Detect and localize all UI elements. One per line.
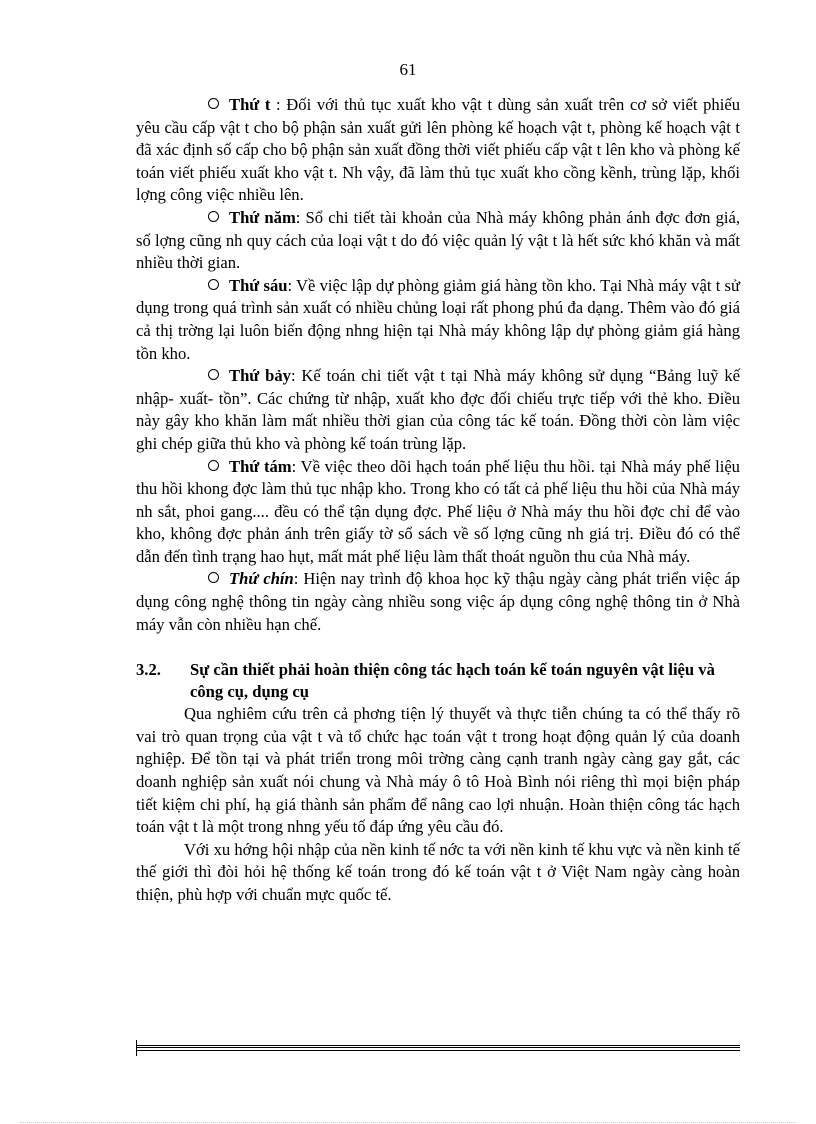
circle-bullet-icon <box>208 279 219 290</box>
weakness-label: Thứ tám <box>229 456 292 476</box>
page-number: 61 <box>399 60 417 79</box>
footer-rule <box>136 1045 740 1051</box>
weakness-text: : Về việc theo dõi hạch toán phế liệu thu hồi. tại Nhà máy phế liệu thu hồi khong đợc làm thủ tục nhập kho. Trong kho có tất cả phế liệu thu hồi của Nhà máy nh sắt, phoi gang.... đều có thể tận dụng đợc. Phế liệu ở Nhà máy thu hồi đợc chỉ để vào kho, không đợc phản ánh trên giấy tờ sổ sách về số lợng cũng nh giá trị. Điều đó có thể dẫn đến tình trạng hao hụt, mất mát phế liệu làm thất thoát nguồn thu của Nhà máy. <box>136 456 740 566</box>
weakness-paragraph <box>136 568 740 636</box>
weakness-text: : Về việc lập dự phòng giảm giá hàng tồn kho. Tại Nhà máy vật t sử dụng trong quá trình sản xuất có nhiều chủng loại rất phong phú đa dạng. Thêm vào đó giá cả thị trờng lại luôn biến động nhng hiện tại Nhà máy không lập dự phòng giảm giá hàng tồn kho. <box>136 275 740 363</box>
circle-bullet-icon <box>208 369 219 380</box>
weakness-label: Thứ bảy <box>229 366 291 386</box>
document-body <box>136 94 740 907</box>
weakness-label: Thứ năm <box>229 207 296 227</box>
weakness-text: : Kế toán chi tiết vật t tại Nhà máy không sử dụng “Bảng luỹ kế nhập- xuất- tồn”. Các chứng từ nhập, xuất kho đợc đối chiếu trực tiếp với thẻ kho. Điều này gây kho khăn làm mất nhiều thời gian của công tác kế toán. Đồng thời còn làm việc ghi chép giữa thủ kho và phòng kế toán trùng lặp. <box>136 366 740 453</box>
weakness-paragraph <box>136 456 740 569</box>
weakness-text: : Hiện nay trình độ khoa học kỹ thậu ngày càng phát triển việc áp dụng công nghệ thông tin ngày càng nhiều song việc áp dụng công nghệ thông tin ở Nhà máy vẫn còn nhiều hạn chế. <box>136 569 740 634</box>
circle-bullet-icon <box>208 98 219 109</box>
section-number: 3.2. <box>136 660 161 680</box>
circle-bullet-icon <box>208 460 219 471</box>
weakness-label: Thứ sáu <box>229 275 288 295</box>
weakness-paragraph <box>136 275 740 365</box>
weakness-text: : Đối với thủ tục xuất kho vật t dùng sản xuất trên cơ sở viết phiếu yêu cầu cấp vật t cho bộ phận sản xuất gửi lên phòng kế hoạch vật t, phòng kế hoạch vật t đã xác định số cấp cho bộ phận sản xuất đồng thời viết phiếu cấp vật t lên kho và phòng kế toán viết phiếu xuất kho vật t. Nh vậy, đã làm thủ tục xuất kho cồng kềnh, trùng lặp, khối lợng công việc nhiều lên. <box>136 95 740 205</box>
section-heading <box>136 659 740 703</box>
weakness-list <box>136 94 740 636</box>
section-title: Sự cần thiết phải hoàn thiện công tác hạch toán kế toán nguyên vật liệu và công cụ, dụng cụ <box>190 660 715 702</box>
circle-bullet-icon <box>208 211 219 222</box>
circle-bullet-icon <box>208 572 219 583</box>
weakness-label: Thứ chín <box>229 569 294 589</box>
section-paragraph: Với xu hớng hội nhập của nền kinh tế nớc ta với nền kinh tế khu vực và nền kinh tế thế giới thì đòi hỏi hệ thống kế toán trong đó kế toán vật t ở Việt Nam ngày càng hoàn thiện, phù hợp với chuẩn mực quốc tế. <box>136 839 740 904</box>
weakness-paragraph <box>136 94 740 207</box>
section-paragraph: Qua nghiêm cứu trên cả phơng tiện lý thuyết và thực tiễn chúng ta có thể thấy rõ vai trò quan trọng của vật t và tổ chức hạc toán vật t trong hoạt động quản lý của doanh nghiệp. Để tồn tại và phát triển trong môi trờng càng cạnh tranh ngày càng gay gắt, các doanh nghiệp sản xuất nói chung và Nhà máy ô tô Hoà Bình nói riêng thì mọi biện pháp tiết kiệm chi phí, hạ giá thành sản phẩm để nâng cao lợi nhuận. Hoàn thiện công tác hạch toán vật t là một trong nhng yếu tố đáp ứng yêu cầu đó. <box>136 704 740 837</box>
weakness-paragraph <box>136 365 740 455</box>
weakness-paragraph <box>136 207 740 275</box>
weakness-text: : Sổ chi tiết tài khoản của Nhà máy không phản ánh đợc đơn giá, số lợng cũng nh quy cách của loại vật t do đó việc quản lý vật t là hết sức khó khăn và mất nhiều thời gian. <box>136 207 740 273</box>
weakness-label: Thứ t <box>229 95 271 114</box>
